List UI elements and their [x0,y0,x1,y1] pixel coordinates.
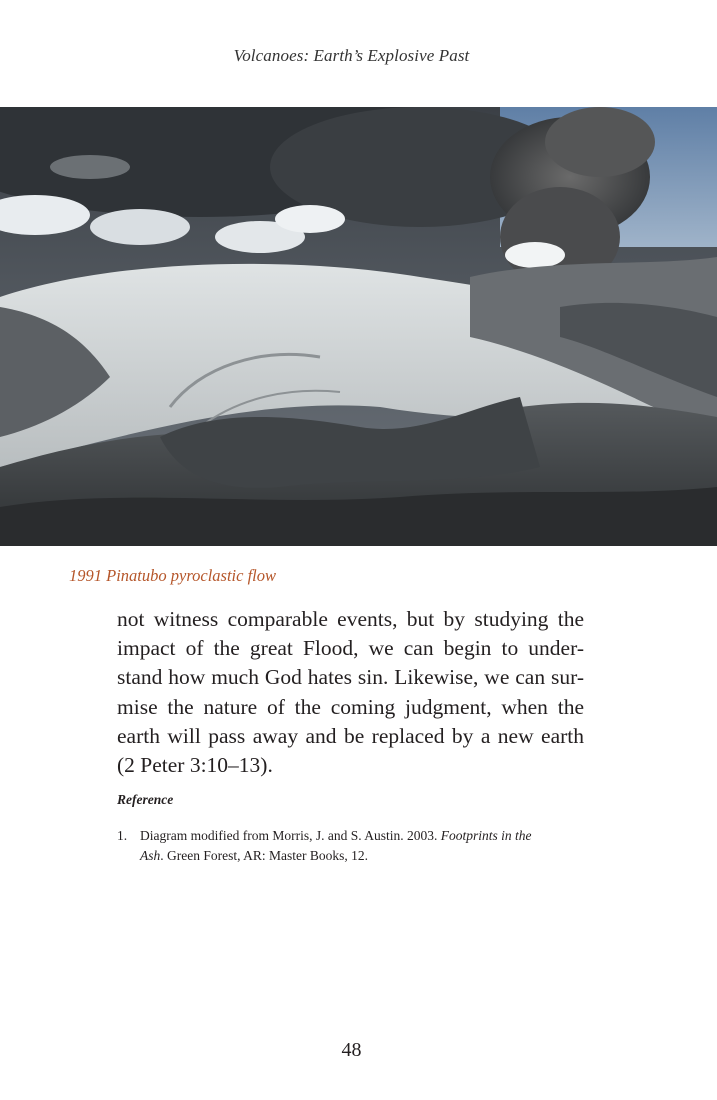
body-line: impact of the great Flood, we can begin to under- [117,636,584,661]
reference-heading: Reference [117,792,174,807]
pinatubo-aerial-photo [0,107,717,546]
reference-title-part1: Footprints in the [440,828,532,843]
reference-text-after: . Green Forest, AR: Master Books, 12. [160,848,368,863]
body-line: earth will pass away and be replaced by a new earth [117,723,584,748]
body-line: not witness comparable events, but by studying the [117,607,584,631]
body-line: mise the nature of the coming judgment, when the [117,694,584,719]
reference-title-part2: Ash [140,848,161,863]
reference-list [117,826,597,866]
reference-item [117,826,597,866]
body-line: (2 Peter 3:10–13). [117,753,273,778]
body-paragraph [117,605,584,780]
running-head: Volcanoes: Earth’s Explosive Past [233,46,470,65]
reference-number: 1. [117,828,128,843]
reference-text-before: Diagram modified from Morris, J. and S. Austin. 2003. [140,828,441,843]
photo-illustration [0,107,717,546]
page-number: 48 [341,1039,362,1061]
body-line: stand how much God hates sin. Likewise, we can sur- [117,665,584,690]
figure-caption: 1991 Pinatubo pyroclastic flow [69,566,276,585]
